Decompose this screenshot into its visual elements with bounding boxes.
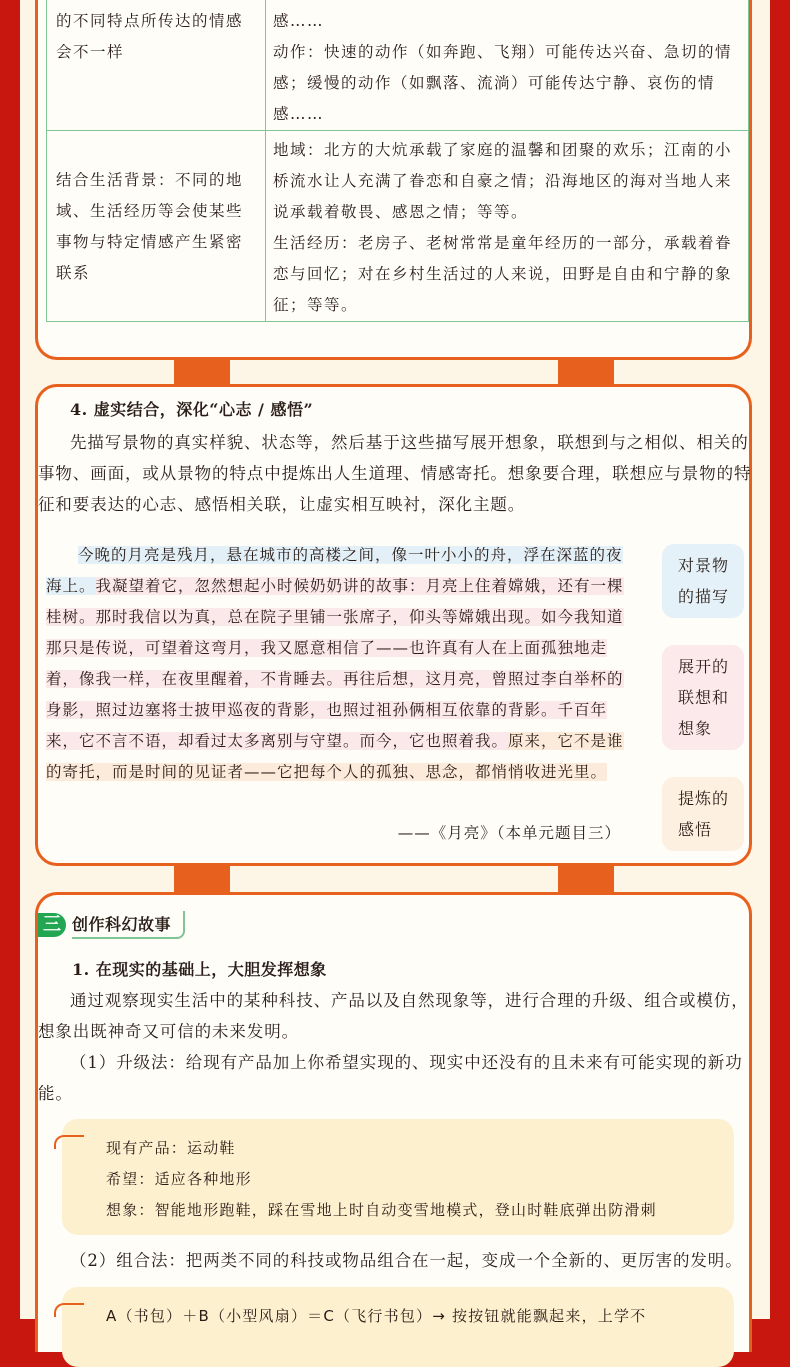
section-number-icon: 三 bbox=[38, 913, 66, 937]
table-cell-left: 结合生活背景：不同的地域、生活经历等会使某些事物与特定情感产生紧密联系 bbox=[47, 131, 266, 322]
section-title: 创作科幻故事 bbox=[72, 911, 185, 939]
example-essay bbox=[46, 540, 628, 788]
quote-mark-icon bbox=[54, 1135, 84, 1149]
table-row bbox=[47, 0, 749, 131]
section-intro: 先描写景物的真实样貌、状态等，然后基于这些描写展开想象，联想到与之相似、相关的事物、画面，或从景物的特点中提炼出人生道理、情感寄托。想象要合理，联想应与景物的特征和要表达的心志、感悟相关联，让虚实相互映衬，深化主题。 bbox=[38, 433, 752, 514]
annotation-tag: 对景物的描写 bbox=[662, 544, 744, 618]
table-cell-right: 地域：北方的大炕承载了家庭的温馨和团聚的欢乐；江南的小桥流水让人充满了眷恋和自豪之情；沿海地区的海对当地人来说承载着敬畏、感恩之情；等等。 生活经历：老房子、老树常常是童年经历的一部分，承载着眷恋与回忆；对在乡村生活过的人来说，田野是自由和宁静的象征；等等。 bbox=[266, 131, 749, 322]
essay-imagination: 我凝望着它，忽然想起小时候奶奶讲的故事：月亮上住着嫦娥，还有一棵桂树。那时我信以为真，总在院子里铺一张席子，仰头等嫦娥出现。如今我知道那只是传说，可望着这弯月，我又愿意相信了——也许真有人在上面孤独地走着，像我一样，在夜里醒着，不肯睡去。再往后想，这月亮，曾照过李白举杯的身影，照过边塞将士披甲巡夜的背影，也照过祖孙俩相互依靠的背影。千百年来，它不言不语，却看过太多离别与守望。而今，它也照着我。 bbox=[46, 577, 624, 750]
scifi-card bbox=[35, 892, 752, 1352]
section-4-card bbox=[35, 384, 752, 866]
quote-mark-icon bbox=[54, 1303, 84, 1317]
subsection-heading: 1. 在现实的基础上，大胆发挥想象 bbox=[72, 960, 327, 979]
essay-insight: 原来，它不是谁的寄托，而是时间的见证者——它把每个人的孤独、思念，都悄悄收进光里。 bbox=[46, 732, 624, 781]
essay-description: 今晚的月亮是残月，悬在城市的高楼之间，像一叶小小的舟，浮在深蓝的夜海上。 bbox=[46, 546, 623, 595]
table-row bbox=[47, 131, 749, 322]
method-combine: （2）组合法：把两类不同的科技或物品组合在一起，变成一个全新的、更厉害的发明。 bbox=[70, 1251, 743, 1270]
scifi-intro: 通过观察现实生活中的某种科技、产品以及自然现象等，进行合理的升级、组合或模仿，想象出既神奇又可信的未来发明。 bbox=[38, 991, 749, 1041]
example-box: 现有产品：运动鞋 希望：适应各种地形 想象：智能地形跑鞋，踩在雪地上时自动变雪地模式，登山时鞋底弹出防滑刺 bbox=[62, 1119, 734, 1235]
essay-source: ——《月亮》（本单元题目三） bbox=[397, 824, 621, 842]
section-heading: 4. 虚实结合，深化“心志 / 感悟” bbox=[70, 400, 314, 419]
table-card bbox=[35, 0, 752, 360]
annotation-tag: 提炼的感悟 bbox=[662, 777, 744, 851]
table-cell-right: 感…… 动作：快速的动作（如奔跑、飞翔）可能传达兴奋、急切的情感；缓慢的动作（如飘落、流淌）可能传达宁静、哀伤的情感…… bbox=[266, 0, 749, 131]
emotion-table bbox=[46, 0, 749, 322]
annotation-tag: 展开的联想和想象 bbox=[662, 645, 744, 750]
example-box: A（书包）＋B（小型风扇）＝C（飞行书包）→ 按按钮就能飘起来，上学不 bbox=[62, 1287, 734, 1367]
table-cell-left: 的不同特点所传达的情感会不一样 bbox=[47, 0, 266, 131]
page bbox=[20, 0, 770, 1325]
method-upgrade: （1）升级法：给现有产品加上你希望实现的、现实中还没有的且未来有可能实现的新功能。 bbox=[38, 1053, 743, 1103]
